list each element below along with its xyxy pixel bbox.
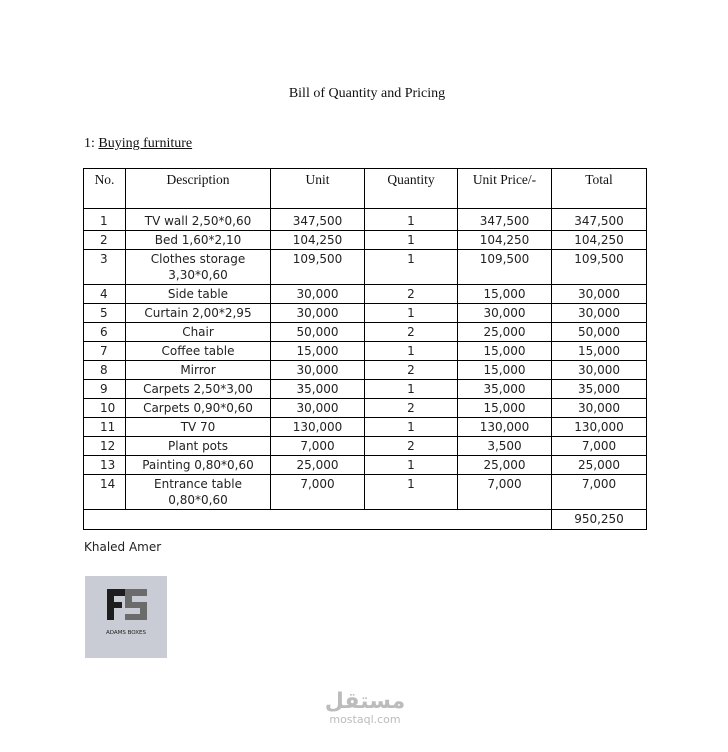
- cell-total: 30,000: [552, 285, 647, 304]
- cell-unit: 130,000: [271, 418, 365, 437]
- cell-quantity: 1: [365, 342, 458, 361]
- cell-unit-price: 15,000: [458, 342, 552, 361]
- cell-unit-price: 25,000: [458, 323, 552, 342]
- table-row: [84, 437, 647, 456]
- cell-no: 3: [84, 250, 126, 285]
- cell-description: Bed 1,60*2,10: [126, 231, 271, 250]
- grand-total-row: [84, 510, 647, 530]
- cell-no: 12: [84, 437, 126, 456]
- cell-quantity: 1: [365, 304, 458, 323]
- cell-total: 109,500: [552, 250, 647, 285]
- cell-unit: 347,500: [271, 212, 365, 231]
- cell-description: Painting 0,80*0,60: [126, 456, 271, 475]
- grand-total-spacer: [84, 510, 552, 530]
- cell-no: 4: [84, 285, 126, 304]
- cell-no: 10: [84, 399, 126, 418]
- bill-of-quantity-table: [83, 168, 647, 530]
- cell-no: 11: [84, 418, 126, 437]
- cell-description: Curtain 2,00*2,95: [126, 304, 271, 323]
- section-number: 1:: [84, 136, 99, 151]
- cell-unit-price: 15,000: [458, 399, 552, 418]
- table-row: [84, 399, 647, 418]
- cell-unit: 104,250: [271, 231, 365, 250]
- table-row: [84, 323, 647, 342]
- cell-description: Carpets 0,90*0,60: [126, 399, 271, 418]
- cell-description: Carpets 2,50*3,00: [126, 380, 271, 399]
- header-no: No.: [84, 169, 126, 209]
- cell-unit-price: 104,250: [458, 231, 552, 250]
- cell-quantity: 1: [365, 475, 458, 510]
- table-row: [84, 342, 647, 361]
- cell-unit: 35,000: [271, 380, 365, 399]
- cell-quantity: 1: [365, 380, 458, 399]
- cell-no: 2: [84, 231, 126, 250]
- cell-unit: 30,000: [271, 304, 365, 323]
- cell-unit: 15,000: [271, 342, 365, 361]
- cell-unit: 30,000: [271, 361, 365, 380]
- cell-quantity: 1: [365, 456, 458, 475]
- svg-text:ADAMS BOXES: ADAMS BOXES: [105, 630, 147, 636]
- section-title: Buying furniture: [98, 136, 193, 151]
- cell-unit-price: 15,000: [458, 285, 552, 304]
- cell-description: TV wall 2,50*0,60: [126, 212, 271, 231]
- cell-total: 347,500: [552, 212, 647, 231]
- cell-total: 104,250: [552, 231, 647, 250]
- watermark: [318, 690, 412, 726]
- cell-no: 5: [84, 304, 126, 323]
- cell-unit-price: 7,000: [458, 475, 552, 510]
- table-row: [84, 285, 647, 304]
- cell-unit-price: 35,000: [458, 380, 552, 399]
- table-header-row: [84, 169, 647, 209]
- cell-unit: 7,000: [271, 437, 365, 456]
- cell-total: 130,000: [552, 418, 647, 437]
- header-unit: Unit: [271, 169, 365, 209]
- table-row: [84, 304, 647, 323]
- cell-unit-price: 15,000: [458, 361, 552, 380]
- cell-total: 7,000: [552, 475, 647, 510]
- cell-total: 50,000: [552, 323, 647, 342]
- cell-quantity: 1: [365, 418, 458, 437]
- cell-description: Side table: [126, 285, 271, 304]
- table-row: [84, 456, 647, 475]
- cell-no: 14: [84, 475, 126, 510]
- header-description: Description: [126, 169, 271, 209]
- cell-unit-price: 347,500: [458, 212, 552, 231]
- cell-quantity: 2: [365, 323, 458, 342]
- cell-total: 25,000: [552, 456, 647, 475]
- table-row: [84, 361, 647, 380]
- document-title: Bill of Quantity and Pricing: [288, 86, 446, 101]
- cell-unit-price: 25,000: [458, 456, 552, 475]
- cell-description: Coffee table: [126, 342, 271, 361]
- cell-no: 8: [84, 361, 126, 380]
- cell-no: 1: [84, 212, 126, 231]
- cell-total: 30,000: [552, 399, 647, 418]
- company-logo: [85, 576, 167, 658]
- table-row: [84, 380, 647, 399]
- cell-unit-price: 109,500: [458, 250, 552, 285]
- cell-total: 30,000: [552, 304, 647, 323]
- cell-quantity: 2: [365, 285, 458, 304]
- cell-description: Chair: [126, 323, 271, 342]
- cell-no: 13: [84, 456, 126, 475]
- cell-total: 35,000: [552, 380, 647, 399]
- cell-description: Clothes storage 3,30*0,60: [126, 250, 271, 285]
- watermark-latin: mostaql.com: [329, 713, 401, 726]
- table-row: [84, 212, 647, 231]
- table-row: [84, 475, 647, 510]
- cell-total: 30,000: [552, 361, 647, 380]
- cell-description: TV 70: [126, 418, 271, 437]
- cell-no: 6: [84, 323, 126, 342]
- cell-unit: 25,000: [271, 456, 365, 475]
- cell-quantity: 1: [365, 250, 458, 285]
- table-row: [84, 418, 647, 437]
- cell-description: Entrance table 0,80*0,60: [126, 475, 271, 510]
- watermark-arabic: مستقل: [324, 689, 406, 714]
- cell-unit: 30,000: [271, 285, 365, 304]
- section-heading: [84, 136, 192, 152]
- cell-unit-price: 30,000: [458, 304, 552, 323]
- cell-unit: 109,500: [271, 250, 365, 285]
- cell-description: Mirror: [126, 361, 271, 380]
- cell-unit: 7,000: [271, 475, 365, 510]
- cell-no: 9: [84, 380, 126, 399]
- cell-description: Plant pots: [126, 437, 271, 456]
- cell-total: 15,000: [552, 342, 647, 361]
- table-row: [84, 250, 647, 285]
- cell-quantity: 2: [365, 437, 458, 456]
- cell-quantity: 1: [365, 231, 458, 250]
- cell-no: 7: [84, 342, 126, 361]
- cell-quantity: 2: [365, 399, 458, 418]
- table-row: [84, 231, 647, 250]
- grand-total-value: 950,250: [552, 510, 647, 530]
- author-name: Khaled Amer: [84, 540, 162, 554]
- cell-quantity: 1: [365, 212, 458, 231]
- header-unit-price: Unit Price/-: [458, 169, 552, 209]
- cell-unit: 50,000: [271, 323, 365, 342]
- cell-unit-price: 130,000: [458, 418, 552, 437]
- cell-unit: 30,000: [271, 399, 365, 418]
- cell-total: 7,000: [552, 437, 647, 456]
- header-total: Total: [552, 169, 647, 209]
- cell-quantity: 2: [365, 361, 458, 380]
- cell-unit-price: 3,500: [458, 437, 552, 456]
- header-quantity: Quantity: [365, 169, 458, 209]
